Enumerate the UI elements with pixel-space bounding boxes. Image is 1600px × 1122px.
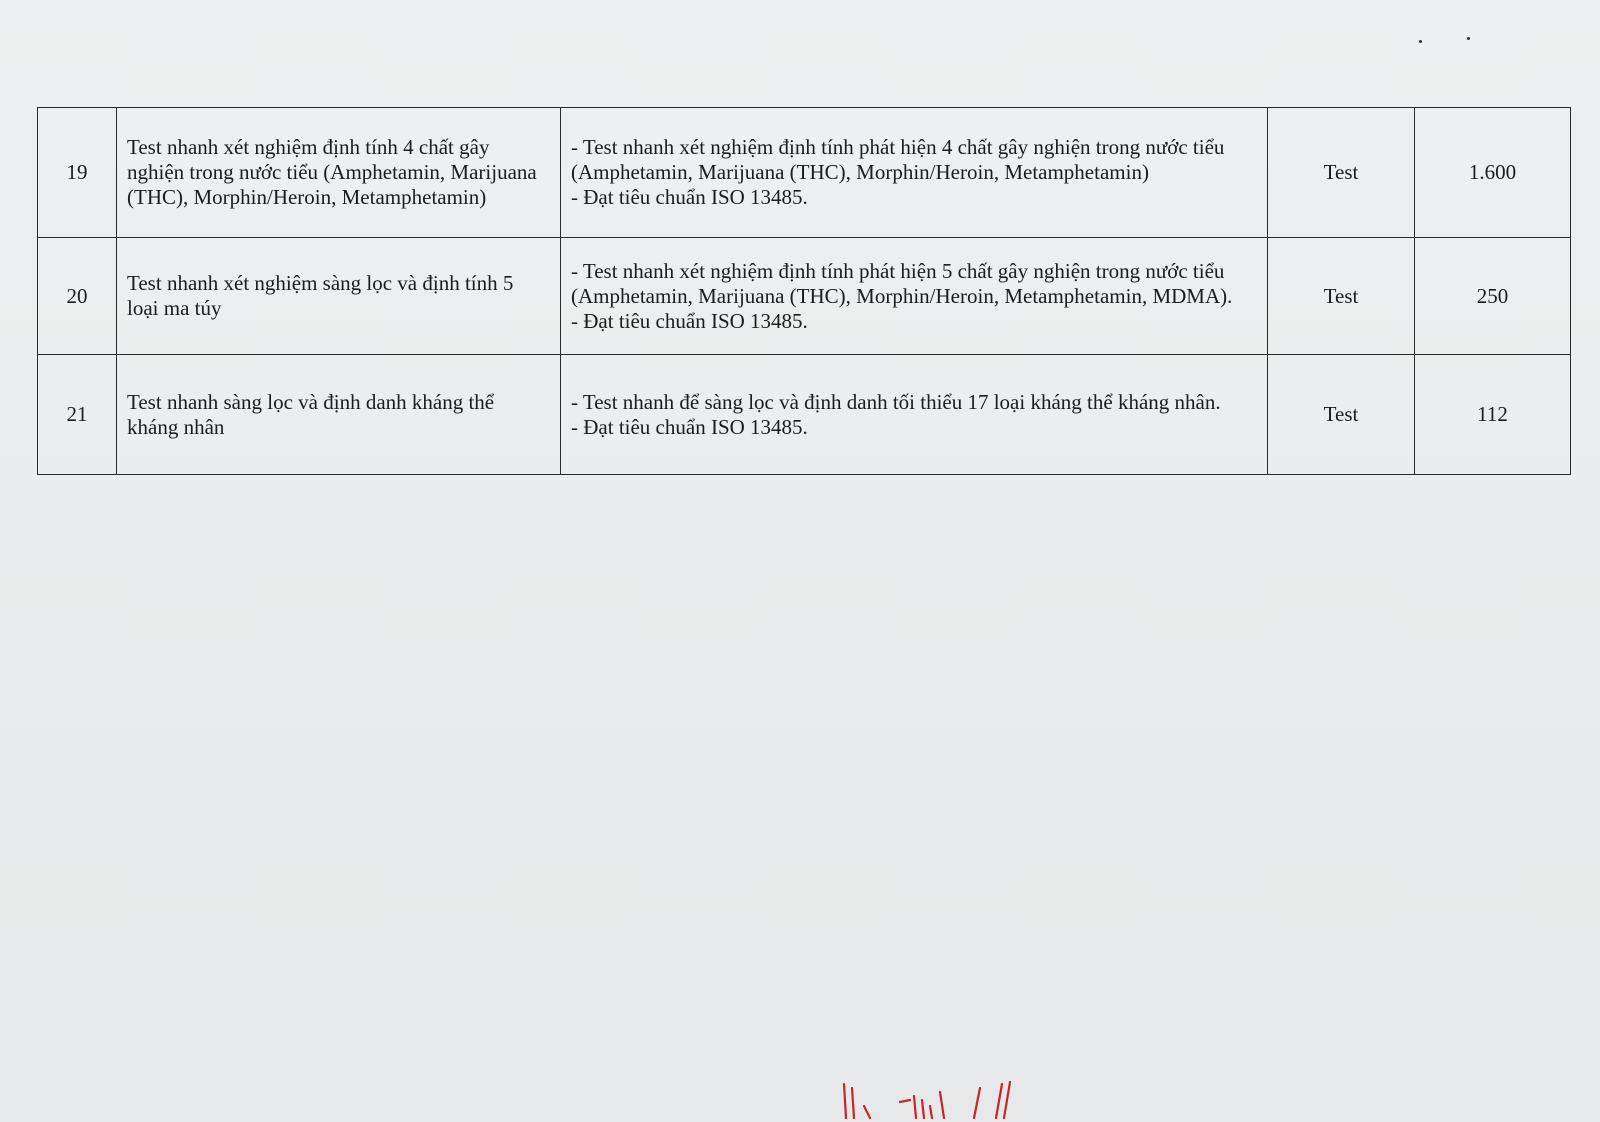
speck-mark (1419, 40, 1422, 43)
item-specification (561, 355, 1268, 475)
spec-line: - Test nhanh xét nghiệm định tính phát hiện 4 chất gây nghiện trong nước tiểu (Amphetamin, Marijuana (THC), Morphin/Heroin, Metamphetamin) (571, 135, 1225, 184)
item-specification (561, 238, 1268, 355)
row-number: 20 (38, 238, 117, 355)
item-name: Test nhanh sàng lọc và định danh kháng thể kháng nhân (117, 355, 561, 475)
row-number: 21 (38, 355, 117, 475)
table-row (38, 108, 1571, 238)
spec-line: - Đạt tiêu chuẩn ISO 13485. (571, 414, 808, 439)
items-table (37, 107, 1571, 475)
item-unit: Test (1268, 238, 1415, 355)
item-unit: Test (1268, 355, 1415, 475)
table-row (38, 355, 1571, 475)
speck-mark (1467, 37, 1470, 40)
item-quantity: 250 (1415, 238, 1571, 355)
item-name: Test nhanh xét nghiệm định tính 4 chất gây nghiện trong nước tiểu (Amphetamin, Marijuana (THC), Morphin/Heroin, Metamphetamin) (117, 108, 561, 238)
spec-line: - Test nhanh xét nghiệm định tính phát hiện 5 chất gây nghiện trong nước tiểu (Amphetamin, Marijuana (THC), Morphin/Heroin, Metamphetamin, MDMA). (571, 258, 1233, 308)
spec-line: - Đạt tiêu chuẩn ISO 13485. (571, 185, 808, 209)
item-quantity: 112 (1415, 355, 1571, 475)
spec-line: - Đạt tiêu chuẩn ISO 13485. (571, 308, 808, 333)
row-number: 19 (38, 108, 117, 238)
red-stamp-fragment-icon (840, 1078, 1020, 1122)
item-unit: Test (1268, 108, 1415, 238)
item-name: Test nhanh xét nghiệm sàng lọc và định tính 5 loại ma túy (117, 238, 561, 355)
spec-line: - Test nhanh để sàng lọc và định danh tối thiểu 17 loại kháng thể kháng nhân. (571, 389, 1221, 414)
item-specification (561, 108, 1268, 238)
table-row (38, 238, 1571, 355)
item-quantity: 1.600 (1415, 108, 1571, 238)
